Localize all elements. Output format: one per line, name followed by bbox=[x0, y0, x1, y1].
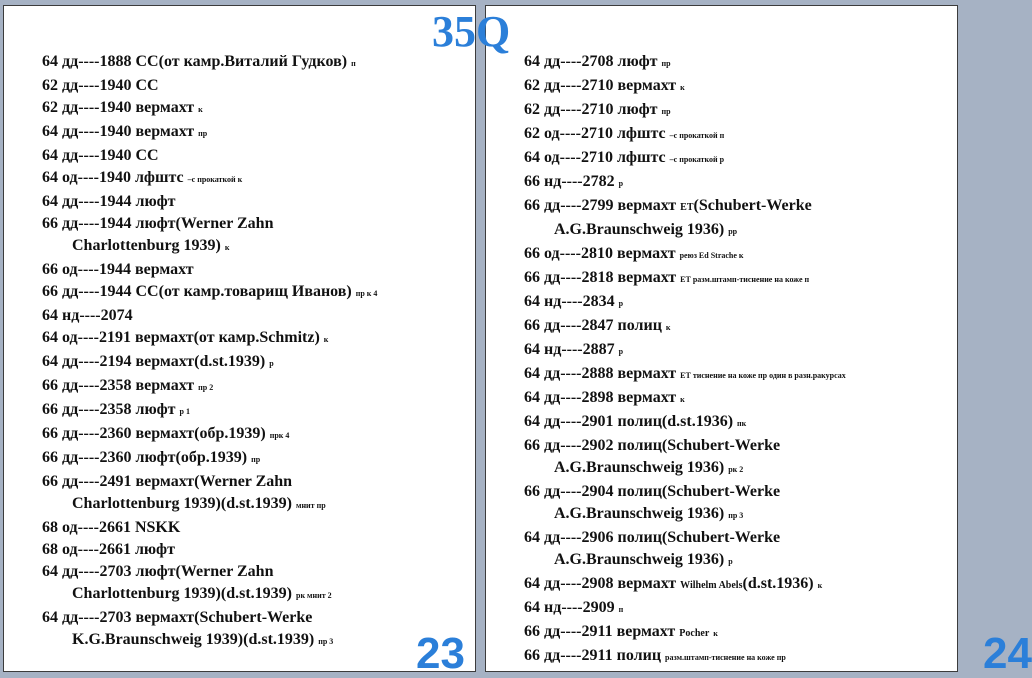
entry-note: рк 2 bbox=[728, 465, 744, 474]
list-item bbox=[42, 561, 474, 607]
list-item bbox=[42, 121, 474, 145]
list-item bbox=[42, 375, 474, 399]
entry-text: 64 од----2710 лфштс bbox=[524, 149, 666, 166]
entry-cont: Charlottenburg 1939) bbox=[72, 237, 221, 254]
entry-note: к bbox=[680, 83, 685, 92]
entry-note: пр bbox=[661, 59, 671, 68]
entry-cont: Charlottenburg 1939)(d.st.1939) bbox=[72, 585, 292, 602]
entry-note: р 1 bbox=[179, 407, 190, 416]
list-item bbox=[42, 447, 474, 471]
entry-note: разм.штамп-тиснение на коже пр bbox=[665, 653, 786, 662]
entry-text: 64 дд----2703 люфт(Werner Zahn bbox=[42, 563, 274, 580]
list-item bbox=[42, 213, 474, 259]
entry-note: реюз Ed Strache к bbox=[679, 251, 744, 260]
entry-note: п bbox=[618, 605, 624, 614]
entry-text: 64 нд----2834 bbox=[524, 293, 615, 310]
list-item bbox=[524, 267, 956, 291]
entry-cont: A.G.Braunschweig 1936) bbox=[554, 505, 725, 522]
list-item bbox=[524, 75, 956, 99]
list-item bbox=[524, 527, 956, 573]
list-item bbox=[524, 291, 956, 315]
entry-text: 64 дд----1888 СС(от камр.Виталий Гудков) bbox=[42, 53, 348, 70]
entry-text: 64 дд----2901 полиц(d.st.1936) bbox=[524, 413, 734, 430]
entry-note: пр 3 bbox=[318, 637, 334, 646]
entry-text: 66 дд----2360 люфт(обр.1939) bbox=[42, 449, 248, 466]
entry-note: к bbox=[198, 105, 203, 114]
entry-note: р bbox=[618, 299, 624, 308]
entry-text: 64 нд----2909 bbox=[524, 599, 615, 616]
entry-text: 64 дд----2194 вермахт(d.st.1939) bbox=[42, 353, 266, 370]
entry-note: пр bbox=[661, 107, 671, 116]
list-item bbox=[42, 51, 474, 75]
list-item bbox=[524, 147, 956, 171]
list-item bbox=[42, 607, 474, 653]
entry-note: к bbox=[713, 629, 718, 638]
entry-cont: A.G.Braunschweig 1936) bbox=[554, 459, 725, 476]
list-item bbox=[524, 597, 956, 621]
entry-text: 66 дд----2904 полиц(Schubert-Werke bbox=[524, 483, 781, 500]
entry-text: 66 дд----2358 вермахт bbox=[42, 377, 195, 394]
entry-text: 64 нд----2887 bbox=[524, 341, 615, 358]
entry-text: 62 од----2710 лфштс bbox=[524, 125, 666, 142]
list-item bbox=[42, 423, 474, 447]
entry-note: пр 2 bbox=[198, 383, 214, 392]
entry-note: р bbox=[618, 347, 624, 356]
list-item bbox=[42, 399, 474, 423]
entry-text: 66 дд----2491 вермахт(Werner Zahn bbox=[42, 473, 293, 490]
list-item bbox=[42, 97, 474, 121]
entry-note: –с прокаткой р bbox=[669, 155, 725, 164]
entry-text: 66 дд----2902 полиц(Schubert-Werke bbox=[524, 437, 781, 454]
entry-note: ЕТ разм.штамп-тиснение на коже п bbox=[680, 275, 810, 284]
list-item bbox=[524, 411, 956, 435]
list-item bbox=[524, 573, 956, 597]
entry-mid: ЕТ bbox=[680, 202, 694, 213]
entry-text: 64 дд----2703 вермахт(Schubert-Werke bbox=[42, 609, 313, 626]
entry-text: 66 од----1944 вермахт bbox=[42, 261, 194, 278]
entry-text: 64 нд----2074 bbox=[42, 307, 133, 324]
entry-text: 66 дд----2360 вермахт(обр.1939) bbox=[42, 425, 266, 442]
entry-text: 62 дд----2710 вермахт bbox=[524, 77, 677, 94]
entry-note: пр bbox=[198, 129, 208, 138]
entry-text: 64 дд----1940 СС bbox=[42, 147, 159, 164]
entry-text: 68 од----2661 NSKK bbox=[42, 519, 181, 536]
list-item bbox=[524, 645, 956, 669]
list-item bbox=[524, 387, 956, 411]
entry-note: рр bbox=[728, 227, 738, 236]
entry-text2: (d.st.1936) bbox=[742, 575, 814, 592]
left-page-number: 23 bbox=[416, 629, 465, 678]
entry-text: 66 дд----1944 СС(от камр.товарищ Иванов) bbox=[42, 283, 352, 300]
list-item bbox=[42, 327, 474, 351]
entry-text: 64 од----2191 вермахт(от камр.Schmitz) bbox=[42, 329, 320, 346]
entry-note: прк 4 bbox=[269, 431, 290, 440]
right-entry-list bbox=[524, 51, 956, 669]
entry-note: п bbox=[351, 59, 356, 68]
header-label: 35Q bbox=[432, 7, 511, 56]
entry-text: 62 дд----1940 СС bbox=[42, 77, 159, 94]
list-item bbox=[524, 339, 956, 363]
list-item bbox=[524, 363, 956, 387]
entry-text: 68 од----2661 люфт bbox=[42, 541, 175, 558]
left-page bbox=[3, 5, 476, 678]
list-item bbox=[42, 75, 474, 97]
entry-text: 64 дд----1940 вермахт bbox=[42, 123, 195, 140]
entry-text: 64 дд----2888 вермахт bbox=[524, 365, 677, 382]
entry-text2: (Schubert-Werke bbox=[693, 197, 812, 214]
entry-mid: Wilhelm Abels bbox=[680, 580, 743, 591]
entry-note: р bbox=[728, 557, 733, 566]
entry-note: рк мнит 2 bbox=[296, 591, 332, 600]
entry-note: р bbox=[269, 359, 274, 368]
list-item bbox=[524, 99, 956, 123]
entry-cont: A.G.Braunschweig 1936) bbox=[554, 551, 725, 568]
list-item bbox=[524, 51, 956, 75]
list-item bbox=[42, 471, 474, 517]
list-item bbox=[42, 259, 474, 281]
list-item bbox=[42, 539, 474, 561]
list-item bbox=[42, 305, 474, 327]
list-item bbox=[524, 171, 956, 195]
list-item bbox=[42, 281, 474, 305]
entry-cont: A.G.Braunschweig 1936) bbox=[554, 221, 725, 238]
list-item bbox=[42, 167, 474, 191]
entry-text: 64 дд----2906 полиц(Schubert-Werke bbox=[524, 529, 781, 546]
entry-note: –с прокаткой п bbox=[669, 131, 725, 140]
entry-text: 66 дд----2818 вермахт bbox=[524, 269, 677, 286]
entry-note: пр bbox=[251, 455, 261, 464]
list-item bbox=[524, 123, 956, 147]
entry-cont: Charlottenburg 1939)(d.st.1939) bbox=[72, 495, 292, 512]
entry-text: 64 дд----2898 вермахт bbox=[524, 389, 677, 406]
entry-text: 62 дд----1940 вермахт bbox=[42, 99, 195, 116]
entry-text: 66 од----2810 вермахт bbox=[524, 245, 676, 262]
entry-note: –с прокаткой к bbox=[187, 175, 243, 184]
right-page bbox=[485, 5, 1032, 678]
entry-note: р bbox=[618, 179, 624, 188]
entry-note: к bbox=[665, 323, 671, 332]
entry-note: к bbox=[323, 335, 329, 344]
entry-text: 64 од----1940 лфштс bbox=[42, 169, 184, 186]
entry-text: 66 дд----2358 люфт bbox=[42, 401, 176, 418]
entry-text: 64 дд----2908 вермахт bbox=[524, 575, 677, 592]
list-item bbox=[524, 195, 956, 243]
entry-text: 66 дд----2799 вермахт bbox=[524, 197, 677, 214]
entry-note: к bbox=[224, 243, 230, 252]
entry-text: 66 дд----2847 полиц bbox=[524, 317, 662, 334]
entry-text: 64 дд----2708 люфт bbox=[524, 53, 658, 70]
entry-text: 64 дд----1944 люфт bbox=[42, 193, 176, 210]
entry-note: пр 3 bbox=[728, 511, 744, 520]
list-item bbox=[524, 435, 956, 481]
list-item bbox=[42, 191, 474, 213]
entry-note: пк bbox=[737, 419, 747, 428]
right-page-number: 24 bbox=[983, 629, 1032, 678]
list-item bbox=[42, 351, 474, 375]
entry-mid: Pocher bbox=[679, 628, 710, 639]
entry-text: 66 дд----1944 люфт(Werner Zahn bbox=[42, 215, 274, 232]
entry-text: 66 нд----2782 bbox=[524, 173, 615, 190]
entry-text: 66 дд----2911 полиц bbox=[524, 647, 662, 664]
left-entry-list bbox=[42, 51, 474, 653]
list-item bbox=[42, 145, 474, 167]
entry-text: 62 дд----2710 люфт bbox=[524, 101, 658, 118]
entry-note: к bbox=[680, 395, 685, 404]
entry-note: ЕТ тиснение на коже пр один в разн.ракурсах bbox=[680, 371, 846, 380]
list-item bbox=[524, 481, 956, 527]
entry-note: мнит пр bbox=[296, 501, 326, 510]
list-item bbox=[524, 621, 956, 645]
entry-cont: K.G.Braunschweig 1939)(d.st.1939) bbox=[72, 631, 315, 648]
list-item bbox=[524, 315, 956, 339]
entry-note: пр к 4 bbox=[355, 289, 378, 298]
list-item bbox=[42, 517, 474, 539]
list-item bbox=[524, 243, 956, 267]
entry-text: 66 дд----2911 вермахт bbox=[524, 623, 676, 640]
entry-note: к bbox=[817, 581, 823, 590]
